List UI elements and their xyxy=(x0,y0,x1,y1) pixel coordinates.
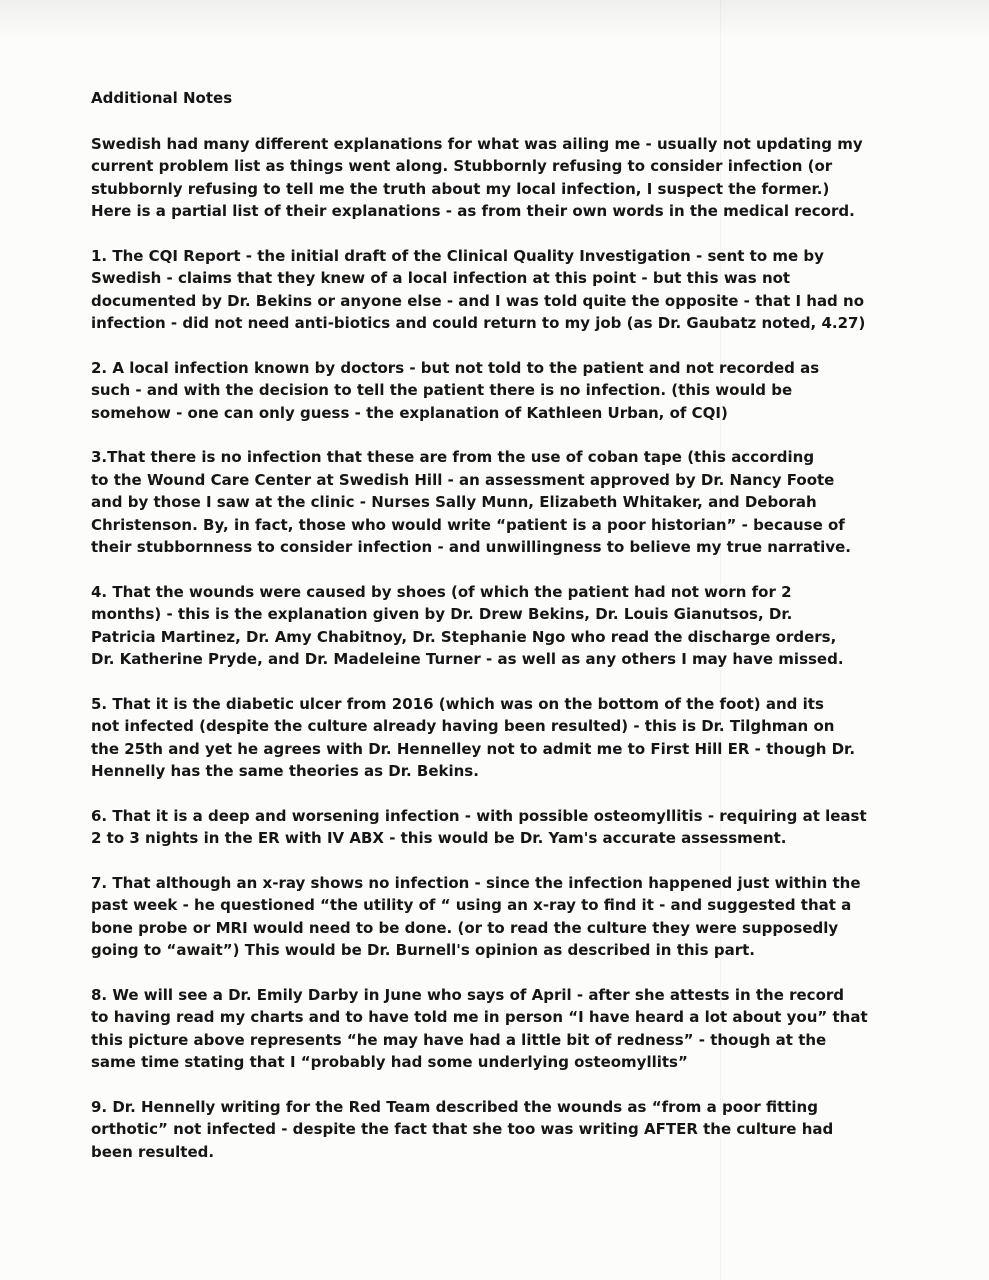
text-line: 1. The CQI Report - the initial draft of the Clinical Quality Investigation - sent to me by xyxy=(91,246,824,265)
text-line: Christenson. By, in fact, those who would write “patient is a poor historian” - because of xyxy=(91,515,845,534)
text-line: going to “await”) This would be Dr. Burnell's opinion as described in this part. xyxy=(91,941,755,959)
text-line: 7. That although an x-ray shows no infection - since the infection happened just within the xyxy=(91,873,861,892)
text-line: been resulted. xyxy=(91,1142,215,1161)
text-line: 8. We will see a Dr. Emily Darby in June who says of April - after she attests in the record xyxy=(91,985,845,1004)
text-line: stubbornly refusing to tell me the truth about my local infection, I suspect the former.) xyxy=(91,179,830,198)
text-line: current problem list as things went along. Stubbornly refusing to consider infection (or xyxy=(91,157,833,175)
paragraph-item-5 xyxy=(91,693,911,783)
text-line: not infected (despite the culture already having been resulted) - this is Dr. Tilghman on xyxy=(91,717,835,735)
text-line: Swedish - claims that they knew of a local infection at this point - but this was not xyxy=(91,269,791,287)
text-line: 9. Dr. Hennelly writing for the Red Team described the wounds as “from a poor fitting xyxy=(91,1097,818,1116)
text-line: bone probe or MRI would need to be done. (or to read the culture they were supposedly xyxy=(91,918,839,937)
text-line: and by those I saw at the clinic - Nurses Sally Munn, Elizabeth Whitaker, and Deborah xyxy=(91,493,817,511)
text-line: 2 to 3 nights in the ER with IV ABX - this would be Dr. Yam's accurate assessment. xyxy=(91,829,787,847)
text-line: 3.That there is no infection that these are from the use of coban tape (this according xyxy=(91,448,815,466)
paragraph-item-4 xyxy=(91,581,911,671)
text-line: Dr. Katherine Pryde, and Dr. Madeleine Turner - as well as any others I may have missed. xyxy=(91,650,844,668)
text-line: 6. That it is a deep and worsening infection - with possible osteomyllitis - requiring at least xyxy=(91,806,867,825)
text-line: Patricia Martinez, Dr. Amy Chabitnoy, Dr. Stephanie Ngo who read the discharge orders, xyxy=(91,627,837,646)
text-line: Hennelly has the same theories as Dr. Bekins. xyxy=(91,762,479,780)
text-line: such - and with the decision to tell the patient there is no infection. (this would be xyxy=(91,381,793,399)
text-line: the 25th and yet he agrees with Dr. Hennelley not to admit me to First Hill ER - though Dr. xyxy=(91,739,856,758)
paragraph-item-7 xyxy=(91,872,911,962)
text-line: 2. A local infection known by doctors - but not told to the patient and not recorded as xyxy=(91,358,820,377)
paragraph-item-2 xyxy=(91,357,911,425)
paragraph-item-3 xyxy=(91,446,911,559)
text-line: this picture above represents “he may have had a little bit of redness” - though at the xyxy=(91,1030,827,1049)
text-line: 4. That the wounds were caused by shoes (of which the patient had not worn for 2 xyxy=(91,582,792,601)
text-line: documented by Dr. Bekins or anyone else - and I was told quite the opposite - that I had no xyxy=(91,291,865,310)
scan-shadow xyxy=(0,0,989,40)
paragraph-item-6 xyxy=(91,805,911,850)
document-body xyxy=(91,87,911,1185)
paragraph-intro xyxy=(91,133,911,223)
text-line: their stubbornness to consider infection - and unwillingness to believe my true narrative. xyxy=(91,538,851,556)
text-line: Here is a partial list of their explanations - as from their own words in the medical record. xyxy=(91,202,855,220)
text-line: same time stating that I “probably had some underlying osteomyllits” xyxy=(91,1053,688,1071)
text-line: somehow - one can only guess - the explanation of Kathleen Urban, of CQI) xyxy=(91,403,728,422)
text-line: past week - he questioned “the utility of “ using an x-ray to find it - and suggested that a xyxy=(91,896,852,914)
paragraph-item-9 xyxy=(91,1096,911,1164)
text-line: to the Wound Care Center at Swedish Hill - an assessment approved by Dr. Nancy Foote xyxy=(91,470,835,489)
document-title: Additional Notes xyxy=(91,89,233,107)
text-line: 5. That it is the diabetic ulcer from 2016 (which was on the bottom of the foot) and its xyxy=(91,694,824,713)
paragraph-item-1 xyxy=(91,245,911,335)
text-line: Swedish had many different explanations for what was ailing me - usually not updating my xyxy=(91,134,863,153)
text-line: months) - this is the explanation given by Dr. Drew Bekins, Dr. Louis Gianutsos, Dr. xyxy=(91,605,793,623)
text-line: infection - did not need anti-biotics and could return to my job (as Dr. Gaubatz noted, 4.27) xyxy=(91,314,866,332)
text-line: orthotic” not infected - despite the fact that she too was writing AFTER the culture had xyxy=(91,1120,834,1138)
paragraph-item-8 xyxy=(91,984,911,1074)
text-line: to having read my charts and to have told me in person “I have heard a lot about you” that xyxy=(91,1008,868,1026)
